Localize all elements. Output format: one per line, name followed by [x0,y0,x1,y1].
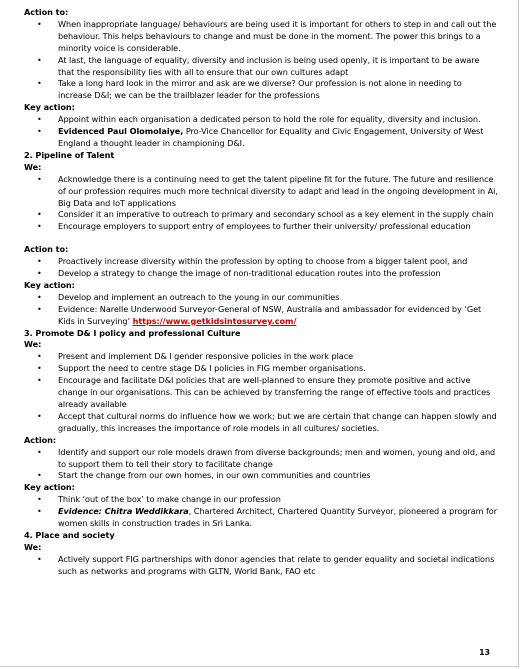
evidence-name: Evidence: Chitra Weddikkara [58,506,189,517]
list-item: • Develop a strategy to change the image of non-traditional education routes into the profession [24,268,498,280]
list-item [24,304,498,328]
bullet-list [24,292,498,328]
section-title: 3. Promote D& I policy and professional Culture [24,327,241,338]
list-item: • Accept that cultural norms do influence how we work; but we are certain that change can happen slowly and gradually, this increases the importance of role models in all cultures/ societies. [24,411,498,435]
list-item: • When inappropriate language/ behaviours are being used it is important for others to step in and call out the behaviour. This helps behaviours to change and must be done in the moment. The power this brings to a minority voice is considerable. [24,19,498,55]
we-heading: We: [24,161,42,172]
evidence-text: , Chartered Architect, Chartered Quantity Surveyor, pioneered a program for women skills in construction trades in Sri Lanka. [58,506,498,529]
list-item: • Proactively increase diversity within the profession by opting to choose from a bigger talent pool, and [24,256,498,268]
list-item: • Take a long hard look in the mirror and ask are we diverse? Our profession is not alone in needing to increase D&I; we can be the trailblazer leader for the professions [24,78,498,102]
page-content [24,7,498,578]
list-item: • Encourage and facilitate D&I policies that are well-planned to ensure they promote positive and active change in our organisations. This can be achieved by transferring the range of effective tools and practices already available [24,375,498,411]
key-action-heading: Key action: [24,102,75,113]
list-item: • Consider it an imperative to outreach to primary and secondary school as a key element in the supply chain [24,209,498,221]
list-item: • Identify and support our role models drawn from diverse backgrounds; men and women, young and old, and to support them to tell their story to facilitate change [24,447,498,471]
bullet-list [24,256,498,280]
list-item: • Think ‘out of the box’ to make change in our profession [24,494,498,506]
spacer [24,233,498,244]
list-item: • Appoint within each organisation a dedicated person to hold the role for equality, diversity and inclusion. [24,114,498,126]
key-action-heading: Key action: [24,279,75,290]
action-heading: Action: [24,434,57,445]
bullet-list [24,114,498,150]
list-item: • Actively support FIG partnerships with donor agencies that relate to gender equality and societal indications such as networks and programs with GLTN, World Bank, FAO etc [24,554,498,578]
list-item: • At last, the language of equality, diversity and inclusion is being used openly, it is important to be aware that the responsibility lies with all to ensure that our own cultures adapt [24,55,498,79]
bullet-list [24,554,498,578]
list-item [24,506,498,530]
list-item: • Start the change from our own homes, in our own communities and countries [24,470,498,482]
action-heading: Action to: [24,244,69,255]
bullet-list [24,19,498,102]
list-item: • Develop and implement an outreach to the young in our communities [24,292,498,304]
list-item: • Encourage employers to support entry of employees to further their university/ professional education [24,221,498,233]
bullet-list [24,351,498,434]
list-item: • Present and implement D& I gender responsive policies in the work place [24,351,498,363]
key-action-heading: Key action: [24,482,75,493]
bullet-list [24,494,498,530]
website-link[interactable]: https://www.getkidsintosurvey.com/ [132,315,297,326]
evidence-text: Evidence: Narelle Underwood Surveyor-General of NSW, Australia and ambassador for evidenced by ‘Get Kids in Surveying’ [58,303,482,326]
list-item: • Support the need to centre stage D& I policies in FIG member organisations. [24,363,498,375]
section-title: 4. Place and society [24,529,115,540]
bullet-list [24,174,498,234]
we-heading: We: [24,339,42,350]
list-item [24,126,498,150]
we-heading: We: [24,541,42,552]
page-number: 13 [479,648,490,657]
list-item: • Acknowledge there is a continuing need to get the talent pipeline fit for the future. The future and resilience of our profession requires much more technical diversity to adapt and lead in the ongoing development in Ai, Big Data and IoT applications [24,174,498,210]
action-heading: Action to: [24,7,69,17]
evidence-name: Evidenced Paul Olomolaiye, [58,126,184,137]
section-title: 2. Pipeline of Talent [24,149,115,160]
bullet-list [24,447,498,483]
evidence-text: Pro-Vice Chancellor for Equality and Civic Engagement, University of West England a thought leader in championing D&I. [58,126,484,148]
